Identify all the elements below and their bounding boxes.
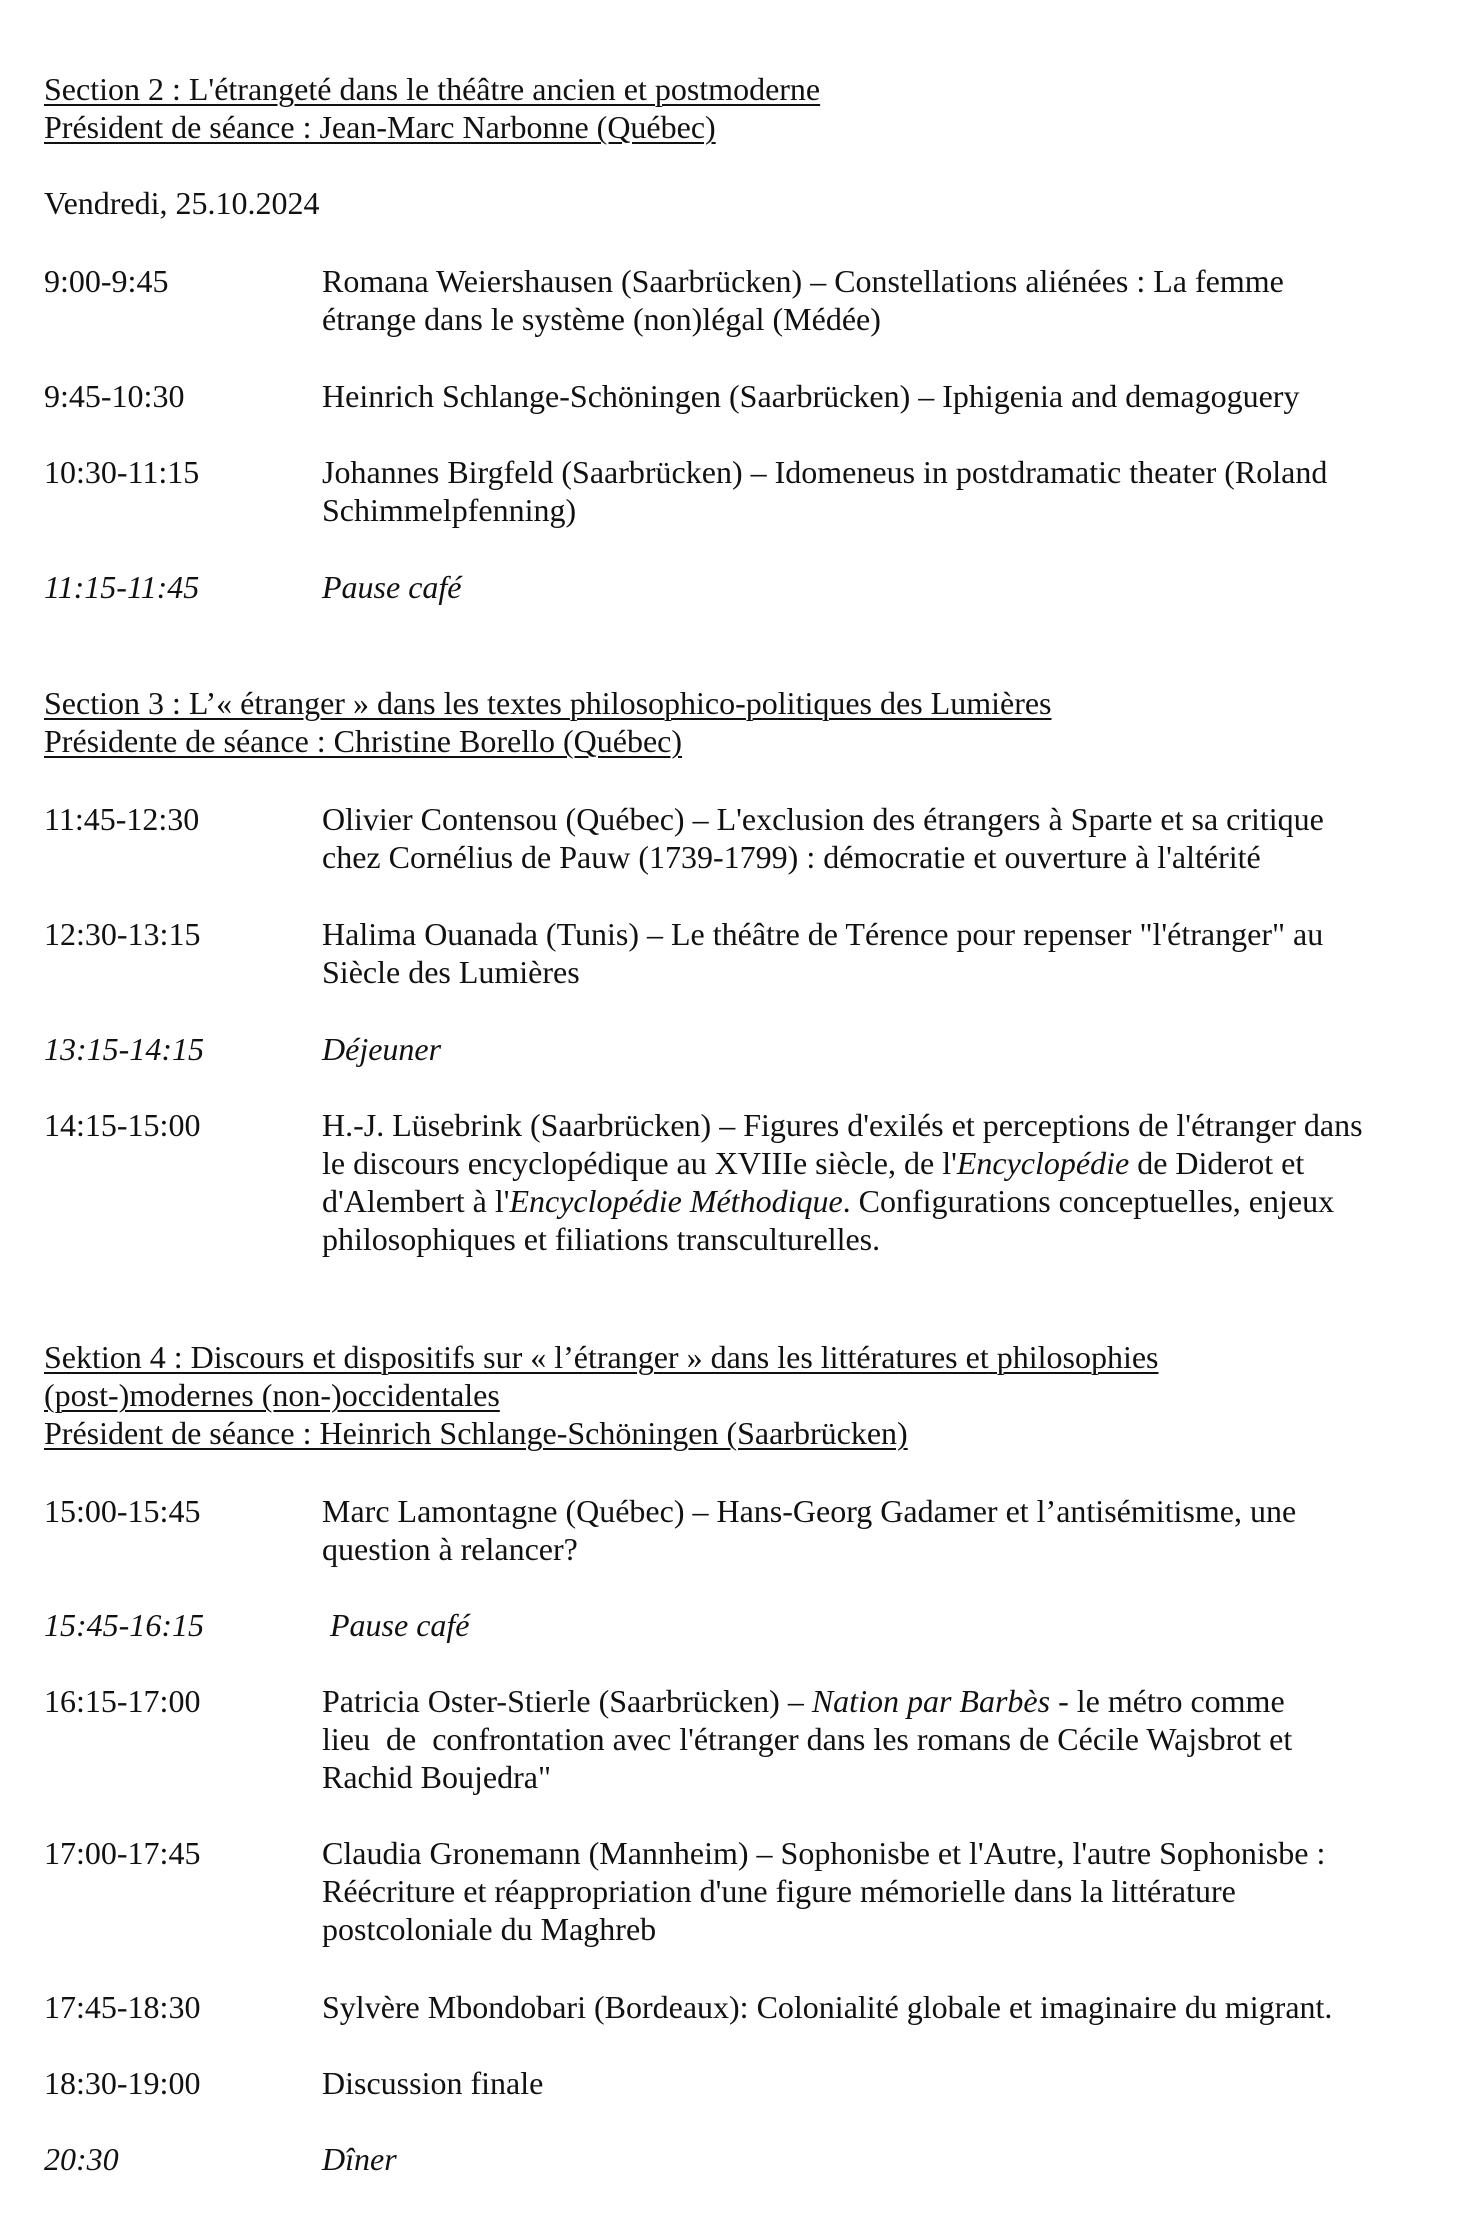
talk-description (322, 377, 1432, 415)
desc-line: Siècle des Lumières (322, 954, 580, 990)
talk-description (322, 800, 1432, 876)
section-3-title: Section 3 : L’« étranger » dans les textes philosophico-politiques des Lumières (44, 685, 1052, 721)
desc-line: Réécriture et réappropriation d'une figure mémorielle dans la littérature (322, 1873, 1236, 1909)
time-slot: 12:30-13:15 (44, 916, 201, 952)
section-4-heading (44, 1338, 1430, 1452)
desc-line: Heinrich Schlange-Schöningen (Saarbrücken) – Iphigenia and demagoguery (322, 378, 1300, 414)
desc-line: lieu de confrontation avec l'étranger dans les romans de Cécile Wajsbrot et (322, 1721, 1293, 1757)
desc-line: chez Cornélius de Pauw (1739-1799) : démocratie et ouverture à l'altérité (322, 839, 1261, 875)
desc-line: Sylvère Mbondobari (Bordeaux): Colonialité globale et imaginaire du migrant. (322, 1989, 1333, 2025)
section-4-chair: Président de séance : Heinrich Schlange-Schöningen (Saarbrücken) (44, 1415, 908, 1451)
time-slot: 9:45-10:30 (44, 378, 185, 414)
time-slot: 11:45-12:30 (44, 801, 200, 837)
day-date: Vendredi, 25.10.2024 (44, 185, 320, 221)
break-label (322, 2140, 1432, 2178)
desc-line: Halima Ouanada (Tunis) – Le théâtre de Térence pour repenser "l'étranger" au (322, 916, 1324, 952)
desc-line: Marc Lamontagne (Québec) – Hans-Georg Gadamer et l’antisémitisme, une (322, 1493, 1297, 1529)
time-slot: 17:00-17:45 (44, 1835, 201, 1871)
time-slot: 15:45-16:15 (44, 1607, 204, 1643)
talk-description (322, 453, 1432, 529)
break-label (322, 568, 1432, 606)
time-slot: 9:00-9:45 (44, 263, 169, 299)
section-2-chair: Président de séance : Jean-Marc Narbonne (Québec) (44, 109, 716, 145)
talk-description (322, 1834, 1432, 1948)
talk-description (322, 1106, 1432, 1258)
break-label (322, 1030, 1432, 1068)
desc-line: Rachid Boujedra" (322, 1759, 551, 1795)
desc-line: le discours encyclopédique au XVIIIe siècle, de l'Encyclopédie de Diderot et (322, 1145, 1305, 1181)
time-slot: 13:15-14:15 (44, 1031, 204, 1067)
desc-line: H.-J. Lüsebrink (Saarbrücken) – Figures d'exilés et perceptions de l'étranger dans (322, 1107, 1363, 1143)
desc-line: Claudia Gronemann (Mannheim) – Sophonisbe et l'Autre, l'autre Sophonisbe : (322, 1835, 1326, 1871)
desc-line: Romana Weiershausen (Saarbrücken) – Constellations aliénées : La femme (322, 263, 1284, 299)
desc-line: Johannes Birgfeld (Saarbrücken) – Idomeneus in postdramatic theater (Roland (322, 454, 1328, 490)
talk-description (322, 262, 1432, 338)
talk-description (322, 1682, 1432, 1796)
time-slot: 10:30-11:15 (44, 454, 200, 490)
time-slot: 14:15-15:00 (44, 1107, 201, 1143)
talk-description (322, 915, 1432, 991)
section-4-title-line-2: (post-)modernes (non-)occidentales (44, 1377, 500, 1413)
desc-line: question à relancer? (322, 1531, 578, 1567)
time-slot: 16:15-17:00 (44, 1683, 201, 1719)
desc-line: d'Alembert à l'Encyclopédie Méthodique. Configurations conceptuelles, enjeux (322, 1183, 1335, 1219)
desc-line: Discussion finale (322, 2065, 544, 2101)
section-4-title-line-1: Sektion 4 : Discours et dispositifs sur « l’étranger » dans les littératures et philosophies (44, 1339, 1159, 1375)
desc-line: Patricia Oster-Stierle (Saarbrücken) – Nation par Barbès - le métro comme (322, 1683, 1285, 1719)
desc-line: étrange dans le système (non)légal (Médée) (322, 301, 881, 337)
section-3-heading (44, 684, 1430, 760)
time-slot: 17:45-18:30 (44, 1989, 201, 2025)
talk-description (322, 1988, 1432, 2026)
break-label (322, 1606, 1440, 1644)
time-slot: 20:30 (44, 2141, 119, 2177)
desc-line: Schimmelpfenning) (322, 492, 577, 528)
section-2-heading (44, 70, 1430, 146)
talk-description (322, 1492, 1432, 1568)
time-slot: 15:00-15:45 (44, 1493, 201, 1529)
desc-line: Dîner (322, 2141, 397, 2177)
desc-line: Olivier Contensou (Québec) – L'exclusion des étrangers à Sparte et sa critique (322, 801, 1324, 837)
desc-line: philosophiques et filiations transculturelles. (322, 1221, 881, 1257)
section-3-chair: Présidente de séance : Christine Borello (Québec) (44, 723, 682, 759)
desc-line: Déjeuner (322, 1031, 442, 1067)
desc-line: Pause café (322, 569, 462, 605)
time-slot: 11:15-11:45 (44, 569, 200, 605)
talk-description (322, 2064, 1432, 2102)
section-2-title: Section 2 : L'étrangeté dans le théâtre ancien et postmoderne (44, 71, 821, 107)
desc-line: postcoloniale du Maghreb (322, 1911, 657, 1947)
desc-line: Pause café (330, 1607, 470, 1643)
time-slot: 18:30-19:00 (44, 2065, 201, 2101)
